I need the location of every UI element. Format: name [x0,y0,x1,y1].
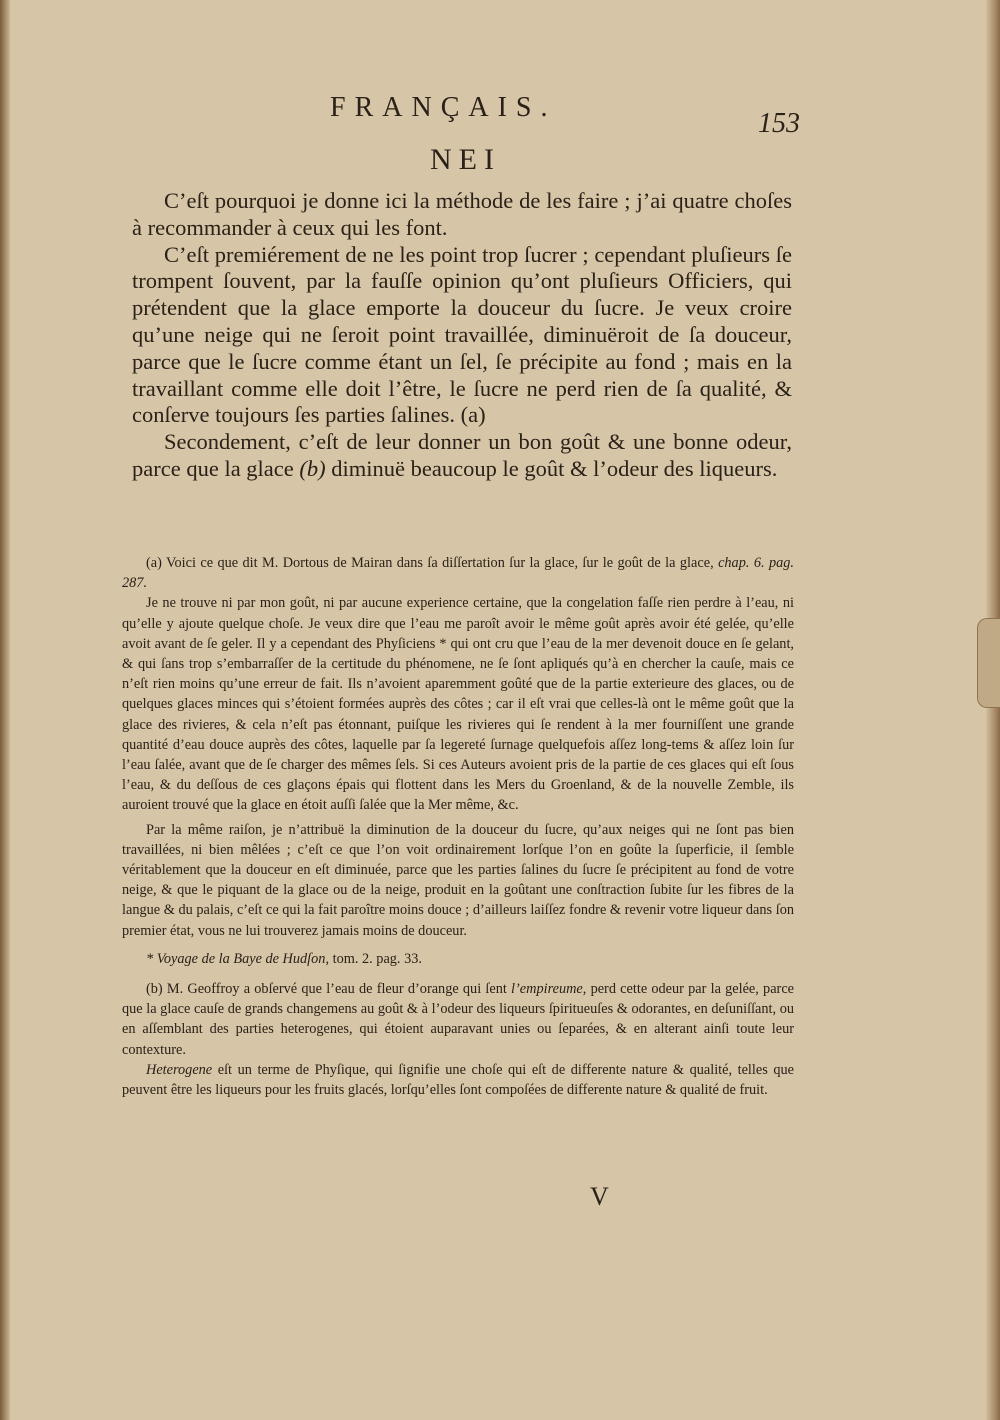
footnotes [122,553,794,1100]
signature-mark: V [590,1182,609,1211]
footnote-reference: chap. 6. pag. 287. [122,555,794,592]
main-text [132,188,792,483]
page-edge-tab [977,618,1000,708]
main-paragraph [132,429,792,483]
main-paragraph: C’eſt pourquoi je donne ici la méthode de les faire ; j’ai quatre choſes à recommander à ceux qui les font. [132,188,792,240]
footnote-italic-term: l’empireume [511,981,583,998]
page-fore-edge [986,0,1000,1420]
footnote-a-commentary: Par la même raiſon, je n’attribuë la diminution de la douceur du ſucre, qu’aux neiges qui ne ſont pas bien travaillées, ni bien mêlées ; c’eſt ce que l’on voit ordinairement lorſque l’on en goûte la ſuperficie, il ſemble véritablement que la douceur en eſt diminuée, parce que les parties ſalines du ſucre ſe précipitent au fond de votre neige, & que le piquant de la glace ou de la neige, produit en la goûtant une conſtraction ſubite ſur les fibres de la langue & du palais, c’eſt ce qui la fait paroître moins douce ; d’ailleurs laiſſez fondre & revenir votre liqueur dans ſon premier état, vous ne lui trouverez jamais moins de douceur. [122,821,794,939]
footnote-text: , perd cette odeur par la gelée, parce que la glace cauſe de grands changemens au goût & à l’odeur des liqueurs ſpiritueuſes & odorantes, en deſuniſſant, ou en aſſemblant des parties heterogenes, qui étoient auparavant unies ou ſeparées, & en alterant ainſi toute leur contexture. [122,981,795,1058]
footnote-text: (a) Voici ce que dit M. Dortous de Mairan dans ſa diſſertation ſur la glace, ſur le goût de la glace, [146,555,719,571]
paragraph-text: Secondement, c’eſt de leur donner un bon goût & une bonne odeur, parce que la glace [132,429,792,481]
paragraph-text: diminuë beaucoup le goût & l’odeur des liqueurs. [325,455,778,481]
book-spine-shadow [0,0,10,1420]
citation-volume: tom. 2. pag. 33. [329,950,422,967]
footnote-a-quote: Je ne trouve ni par mon goût, ni par aucune experience certaine, que la congelation faſſe rien perdre à l’eau, ni qu’elle y ajoute quelque choſe. Je veux dire que l’eau me paroît avoir le même goût après avoir été gelée, qu’elle avoit avant de ſe geler. Il y a cependant des Phyſiciens * qui ont cru que l’eau de la mer devenoit douce en ſe gelant, & qui ſans trop s’embarraſſer de la certitude du phénomene, ne ſe ſont apliqués qu’à en chercher la cauſe, mais ce n’eſt rien moins qu’une erreur de fait. Ils n’avoient aparemment goûté que de la partie exterieure des glaces, ou de quelques glaces minces qui s’étoient formées auprès des côtes ; car il eſt vrai que celles-là ont le même goût que la glace des rivieres, & cela n’eſt pas étonnant, puiſque les rivieres qui ſe rendent à la mer fourniſſent une grande quantité d’eau douce auprès des côtes, laquelle par ſa legereté ſurnage quelquefois aſſez long-tems & aſſez loin ſur l’eau ſalée, avant que de ſe charger des mêmes ſels. Si ces Auteurs avoient pris de la partie de ces glaces qui eſt ſous l’eau, & du deſſous de ces glaçons épais qui flottent dans les Mers du Groenland, & de la nouvelle Zemble, ils auroient trouvé que la glace en étoit auſſi ſalée que la Mer même, &c. [122,595,794,814]
running-head: FRANÇAIS. [330,92,557,123]
page-number: 153 [758,108,800,139]
footnote-italic-term: Heterogene [146,1061,213,1078]
footnote-b-definition [122,1060,794,1100]
footnote-text: (b) M. Geoffroy a obſervé que l’eau de fleur d’orange qui ſent [146,981,512,998]
footnote-a-intro [122,553,794,593]
note-marker: (b) [299,455,326,481]
footnote-citation [122,949,794,969]
main-paragraph: C’eſt premiérement de ne les point trop ſucrer ; cependant pluſieurs ſe trompent ſouvent, par la fauſſe opinion qu’ont pluſieurs Officiers, qui prétendent que la glace emporte la douceur du ſucre. Je veux croire qu’une neige qui ne ſeroit point travaillée, diminuëroit de ſa douceur, parce que le ſucre comme étant un ſel, ſe précipite au fond ; mais en la travaillant comme elle doit l’être, le ſucre ne perd rien de ſa qualité, & conſerve toujours ſes parties ſalines. (a) [132,241,792,428]
footnote-b [122,979,794,1060]
entry-word: NEI [430,143,501,176]
footnote-text: eſt un terme de Phyſique, qui ſignifie une choſe qui eſt de differente nature & qualité, telles que peuvent être les liqueurs pour les fruits glacés, lorſqu’elles ſont compoſées de differente nature & qualité de fruit. [122,1061,794,1099]
citation-title: * Voyage de la Baye de Hudſon, [146,950,330,967]
